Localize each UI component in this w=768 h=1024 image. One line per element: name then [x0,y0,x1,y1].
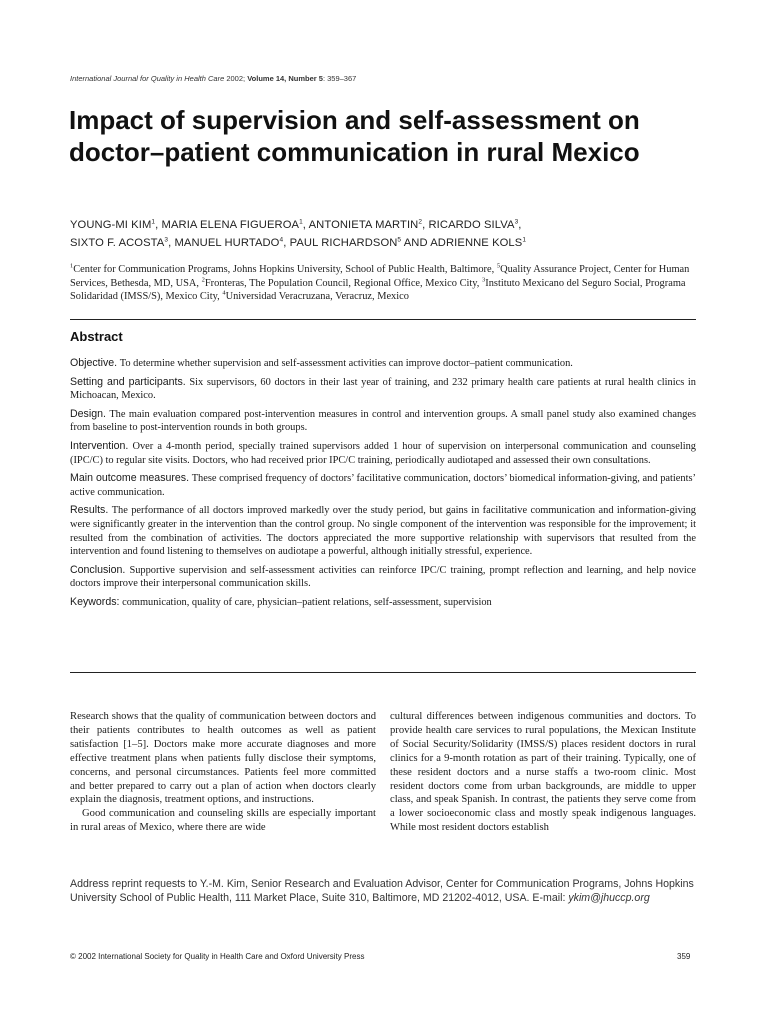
author-separator: , [422,219,429,231]
abstract-section [70,472,696,499]
abstract-section-label: Objective. [70,357,118,369]
abstract-section-text: These comprised frequency of doctors’ facilitative communication, doctors’ biomedical information-giving, and patients’ active communication. [70,473,696,498]
copyright-notice: © 2002 International Society for Quality in Health Care and Oxford University Press [70,952,365,961]
affiliation-text: Fronteras, The Population Council, Regional Office, Mexico City, [204,277,482,289]
abstract-section-text: Over a 4-month period, specially trained supervisors added 1 hour of supervision on interpersonal communication and counseling (IPC/C) to regular site visits. Doctors, who had received prior IPC/C training, periodically audiotaped and assessed their own consultations. [70,440,696,466]
abstract-section-text: communication, quality of care, physician–patient relations, self-assessment, supervision [122,596,492,608]
abstract-section [70,596,696,610]
abstract-bottom-rule [70,672,696,673]
journal-pages: : 359–367 [322,74,357,83]
abstract-section-label: Intervention. [70,439,129,452]
affiliation-marker: 1 [70,262,74,270]
journal-name: International Journal for Quality in Health Care [70,74,225,83]
abstract-section-label: Conclusion. [70,563,126,576]
author-separator: AND [401,237,431,249]
abstract-section-text: The main evaluation compared post-intervention measures in control and intervention groups. A small panel study also examined changes from baseline to post-intervention rounds in both groups. [70,408,696,434]
affiliation-text: Center for Communication Programs, Johns Hopkins University, School of Public Health, Baltimore, [73,264,497,275]
abstract-section-text: Supportive supervision and self-assessment activities can reinforce IPC/C training, prompt reflection and learning, and help novice doctors improve their interpersonal communication skills. [70,564,696,590]
affiliation-text: Quality Assurance Project, Center for Human Services, Bethesda, MD, USA, [70,264,690,289]
author-name: MANUEL HURTADO [174,237,280,249]
abstract-section-label: Keywords: [70,595,120,608]
abstract-section-label: Main outcome measures. [70,472,190,485]
abstract-section-text: Six supervisors, 60 doctors in their last year of training, and 232 primary health care patients at rural health clinics in Michoacan, Mexico. [70,376,696,402]
author-affiliation-marker: 1 [299,218,303,226]
abstract-heading: Abstract [70,329,123,344]
author-name: ADRIENNE KOLS [430,237,523,249]
journal-year: 2002; [226,74,246,83]
abstract-section [70,504,696,558]
author-affiliation-marker: 4 [279,236,284,244]
abstract-section [70,408,696,435]
page-number: 359 [677,952,691,961]
author-name: YOUNG-MI KIM [70,219,152,231]
author-separator: , [302,219,309,231]
abstract-section-text: To determine whether supervision and self-assessment activities can improve doctor–patient communication. [119,358,573,369]
author-separator: , [518,219,522,231]
author-affiliation-marker: 1 [151,218,156,226]
affiliation-text: Instituto Mexicano del Seguro Social, Programa Solidaridad (IMSS/S), Mexico City, [70,277,686,302]
journal-citation [70,74,356,83]
author-separator: , [168,237,175,249]
author-affiliation-marker: 3 [164,236,169,244]
abstract-section-label: Design. [70,407,106,420]
abstract-section [70,564,696,591]
abstract-section [70,376,696,403]
author-list [70,216,700,252]
affiliation-marker: 3 [482,276,486,284]
body-column-left [70,710,376,835]
author-affiliation-marker: 5 [397,236,402,244]
journal-volume: Volume 14, Number 5 [247,74,323,83]
abstract-section [70,357,696,371]
author-separator: , [155,219,162,231]
abstract-top-rule [70,319,696,320]
affiliation-marker: 4 [222,289,226,297]
abstract-section-label: Results. [70,504,109,517]
paper-title: Impact of supervision and self-assessment on doctor–patient communication in rural Mexico [69,105,640,167]
correspondence-address [70,878,696,905]
author-separator: , [283,237,290,249]
author-affiliation-marker: 3 [514,218,519,226]
author-name: PAUL RICHARDSON [289,237,398,249]
author-affiliation-marker: 2 [418,218,423,226]
body-paragraph: Good communication and counseling skills are especially important in rural areas of Mexico, where there are wide [70,808,376,834]
author-affiliation-marker: 1 [522,236,527,244]
body-paragraph: Research shows that the quality of communication between doctors and their patients contributes to health outcomes as well as patient satisfaction [1–5]. Doctors make more accurate diagnoses and more effective treatment plans when patients fully disclose their symptoms, concerns, and personal circumstances. Patients feel more committed and better prepared to carry out a plan of action when doctors clearly explain the diagnosis, treatment options, and instructions. [70,711,376,806]
abstract-body [70,357,696,615]
email-link[interactable]: ykim@jhuccp.org [568,891,650,904]
author-name: ANTONIETA MARTIN [308,219,419,231]
abstract-section [70,440,696,467]
author-name: MARIA ELENA FIGUEROA [161,219,300,231]
author-name: RICARDO SILVA [428,219,515,231]
author-name: SIXTO F. ACOSTA [70,237,165,249]
body-paragraph: cultural differences between indigenous communities and doctors. To provide health care services to rural populations, the Mexican Institute of Social Security/Solidarity (IMSS/S) places resident doctors in rural clinics for a 9-month rotation as part of their training. Typically, one of these resident doctors and a nurse staffs a two-room clinic. Most resident doctors come from urban backgrounds, are middle to upper class, and speak Spanish. In contrast, the patients they serve come from a lower socioeconomic class and mostly speak indigenous languages. While most resident doctors establish [390,711,696,834]
affiliation-marker: 2 [201,276,205,284]
affiliation-text: Universidad Veracruzana, Veracruz, Mexico [225,291,409,302]
body-column-right [390,710,696,835]
affiliations [70,263,698,304]
address-text: Address reprint requests to Y.-M. Kim, Senior Research and Evaluation Advisor, Center for Communication Programs, Johns Hopkins University School of Public Health, 111 Market Place, Suite 310, Baltimore, MD 21202-4012, USA. E-mail: [70,878,694,904]
affiliation-marker: 5 [496,262,501,270]
abstract-section-text: The performance of all doctors improved markedly over the study period, but gains in facilitative communication and information-giving were significantly greater in the intervention than the control group. No single component of the intervention was responsible for the improvement; it resulted from the combination of activities. The doctors appreciated the more supportive relationship with supervisors that resulted from the intervention and found listening to themselves on audiotape a powerful, although initially stressful, experience. [70,505,696,558]
abstract-section-label: Setting and participants. [70,375,186,388]
